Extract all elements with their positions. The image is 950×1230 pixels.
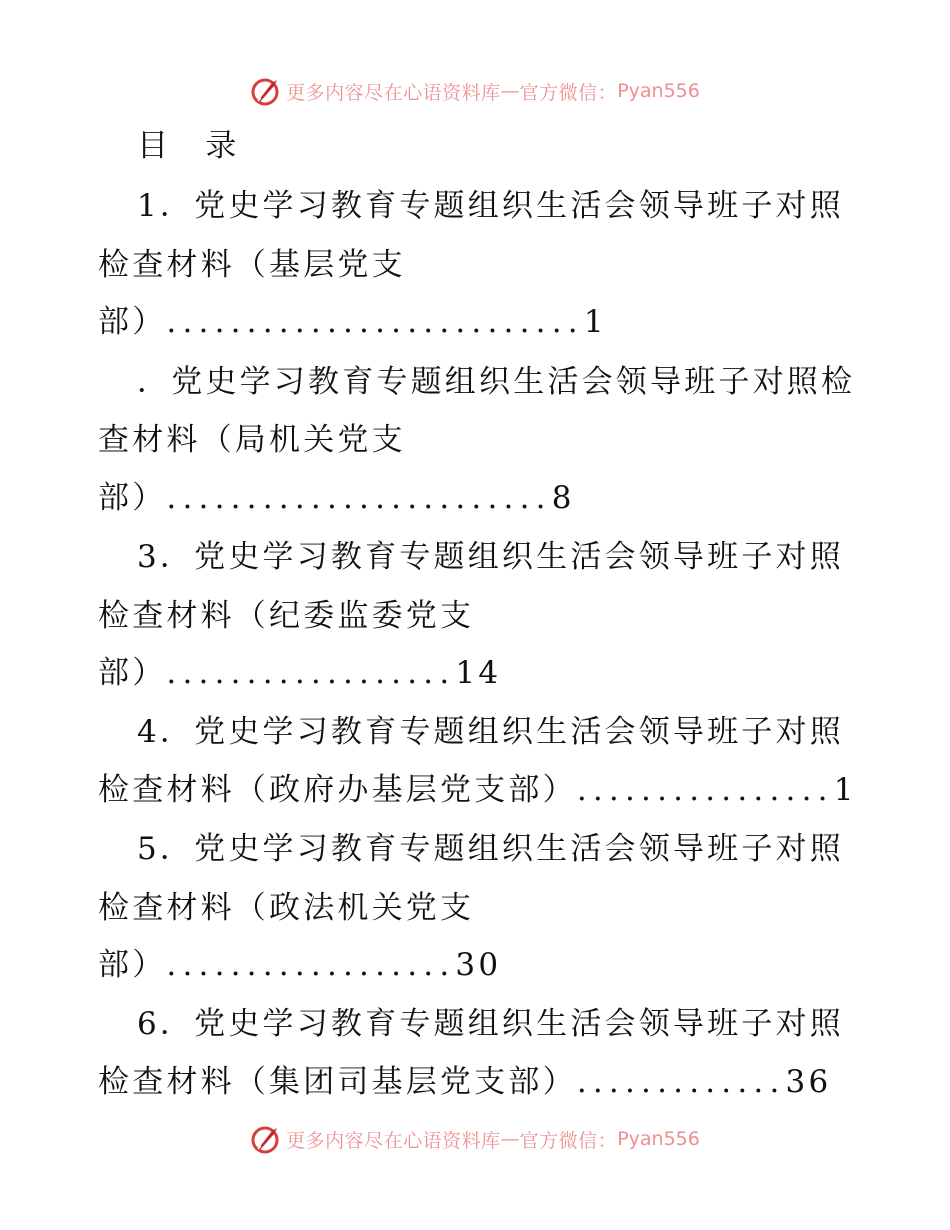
footer-watermark [0, 1117, 950, 1161]
watermark-suffix: 官方微信： [519, 1129, 618, 1152]
toc-entry-2-line2: 查材料（局机关党支 [98, 422, 406, 458]
toc-entry-4-leader: ................ [576, 772, 834, 808]
toc-entry-5-line2: 检查材料（政法机关党支 [98, 890, 475, 926]
pen-logo-icon [250, 1123, 282, 1155]
toc-entry-6-label-end: 检查材料（集团司基层党支部） [98, 1064, 577, 1100]
toc-title: 目 录 [137, 128, 240, 164]
toc-entry-2-line3 [98, 478, 575, 518]
toc-entry-2-line1: ．党史学习教育专题组织生活会领导班子对照检 [137, 364, 856, 400]
toc-entry-4-line2 [98, 770, 857, 810]
toc-entry-6-leader: ............. [576, 1064, 786, 1100]
pen-logo-icon [250, 75, 282, 107]
watermark-text: 更多内容尽在心语资料库 [286, 81, 501, 104]
toc-entry-3-leader: .................. [166, 655, 456, 691]
toc-entry-5-line1: 5．党史学习教育专题组织生活会领导班子对照 [137, 831, 844, 867]
toc-entry-3-line2: 检查材料（纪委监委党支 [98, 598, 475, 634]
watermark-suffix: 官方微信： [519, 81, 618, 104]
toc-entry-5-page: 30 [455, 947, 502, 983]
toc-entry-4-label-end: 检查材料（政府办基层党支部） [98, 772, 577, 808]
watermark-separator: — [500, 80, 520, 102]
toc-entry-5-line3 [98, 945, 501, 985]
watermark-wechat-id: Pyan556 [617, 80, 700, 102]
watermark-separator: — [500, 1128, 520, 1150]
toc-entry-3-line1: 3．党史学习教育专题组织生活会领导班子对照 [137, 539, 844, 575]
toc-entry-5-leader: .................. [166, 947, 456, 983]
toc-entry-6-line2 [98, 1062, 831, 1102]
toc-entry-1-line1: 1．党史学习教育专题组织生活会领导班子对照 [137, 188, 844, 224]
toc-entry-2-page: 8 [551, 480, 575, 516]
toc-entry-1-line3 [98, 302, 607, 342]
toc-entry-3-label-end: 部） [98, 655, 167, 691]
toc-entry-6-line1: 6．党史学习教育专题组织生活会领导班子对照 [137, 1006, 844, 1042]
toc-entry-1-line2: 检查材料（基层党支 [98, 247, 406, 283]
header-watermark [0, 69, 950, 113]
toc-entry-4-page: 1 [833, 772, 857, 808]
toc-entry-2-leader: ........................ [166, 480, 552, 516]
toc-entry-4-line1: 4．党史学习教育专题组织生活会领导班子对照 [137, 714, 844, 750]
toc-entry-1-page: 1 [583, 304, 607, 340]
toc-entry-1-label-end: 部） [98, 304, 167, 340]
watermark-text: 更多内容尽在心语资料库 [286, 1129, 501, 1152]
watermark-wechat-id: Pyan556 [617, 1128, 700, 1150]
toc-entry-3-page: 14 [455, 655, 502, 691]
toc-entry-3-line3 [98, 653, 501, 693]
toc-entry-1-leader: .......................... [166, 304, 584, 340]
toc-entry-2-label-end: 部） [98, 480, 167, 516]
toc-entry-5-label-end: 部） [98, 947, 167, 983]
toc-entry-6-page: 36 [785, 1064, 832, 1100]
